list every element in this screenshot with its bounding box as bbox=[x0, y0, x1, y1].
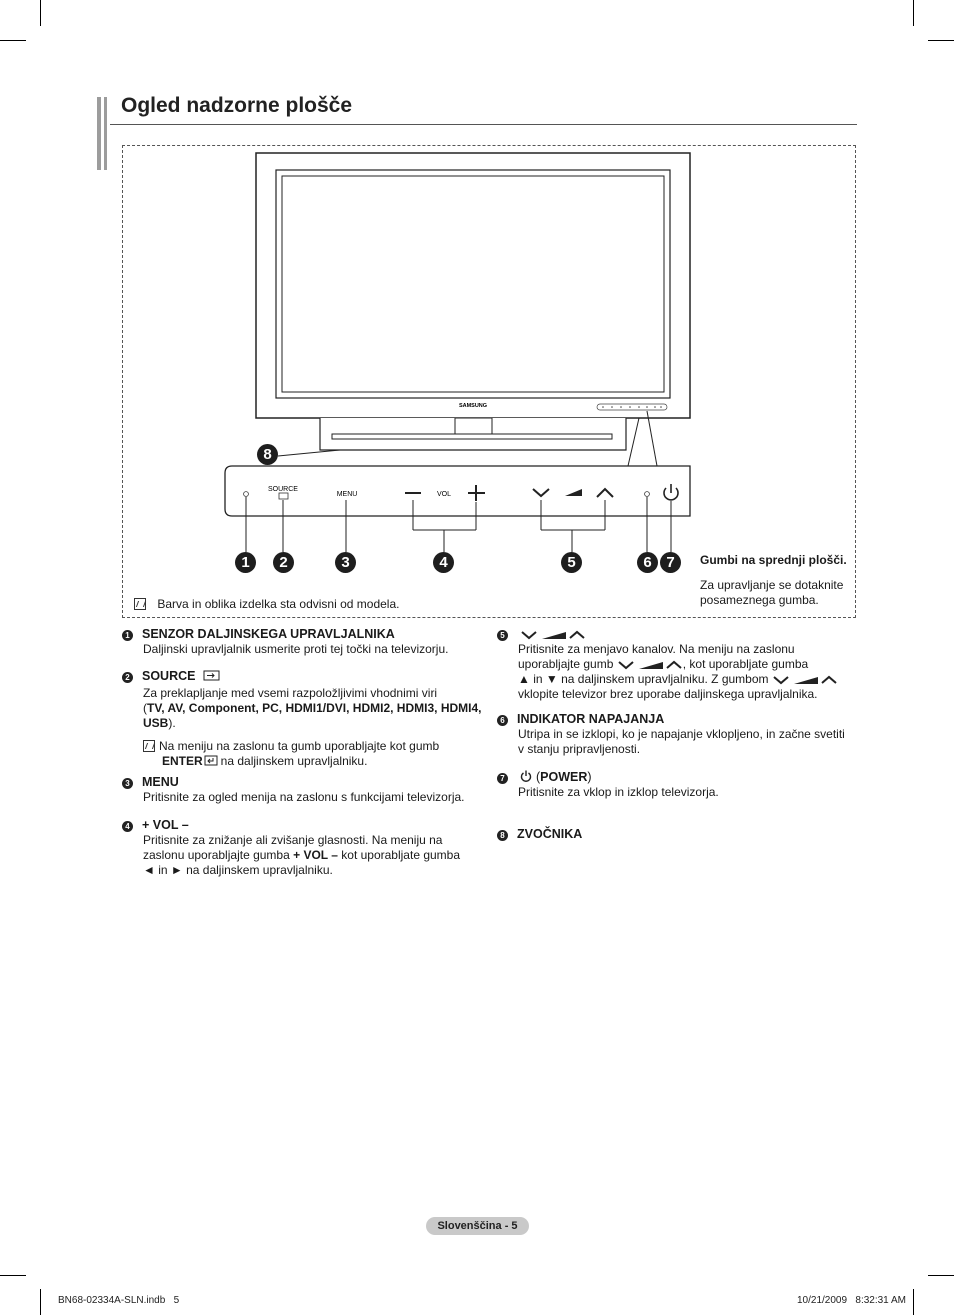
enter-label: ENTER bbox=[162, 754, 203, 768]
power-icon bbox=[520, 770, 532, 782]
page-title: Ogled nadzorne plošče bbox=[121, 94, 353, 117]
panel-menu-label: MENU bbox=[336, 491, 358, 498]
callout-number: 1 bbox=[235, 552, 256, 573]
item-text: ( bbox=[143, 701, 147, 715]
note-icon bbox=[143, 740, 155, 752]
item-number: 7 bbox=[497, 773, 508, 784]
panel-source-label: SOURCE bbox=[268, 486, 298, 493]
power-indicator-icon bbox=[645, 492, 650, 497]
item-text-bold: + VOL – bbox=[293, 848, 338, 862]
tv-control-panel-diagram bbox=[0, 0, 954, 640]
crop-mark bbox=[913, 1289, 914, 1315]
item-text: Za preklapljanje med vsemi razpoložljivimi vhodnimi viri bbox=[143, 686, 438, 700]
callout-number: 2 bbox=[273, 552, 294, 573]
item-number: 8 bbox=[497, 830, 508, 841]
note-text: Na meniju na zaslonu ta gumb uporabljajte kot gumb bbox=[159, 739, 440, 753]
speaker-grille bbox=[332, 434, 612, 439]
print-file-info: BN68-02334A-SLN.indb 5 bbox=[58, 1295, 180, 1306]
item-title: + VOL – bbox=[142, 818, 189, 832]
item-text: , kot uporabljate gumba bbox=[682, 657, 809, 671]
item-text: Pritisnite za ogled menija na zaslonu s funkcijami televizorja. bbox=[143, 790, 465, 804]
item-text: Pritisnite za vklop in izklop televizorja. bbox=[518, 785, 719, 799]
crop-mark bbox=[0, 1275, 26, 1276]
note-text: na daljinskem upravljalniku. bbox=[220, 754, 368, 768]
source-icon bbox=[203, 670, 221, 681]
item-text: ▲ in ▼ na daljinskem upravljalniku. Z gumbom bbox=[518, 672, 769, 686]
input-list: TV, AV, Component, PC, HDMI1/DVI, HDMI2, HDMI3, HDMI4, USB bbox=[143, 701, 482, 730]
item-text: Pritisnite za menjavo kanalov. Na meniju na zaslonu uporabljajte gumb bbox=[518, 642, 795, 671]
item-text: ). bbox=[168, 716, 176, 730]
item-menu bbox=[122, 775, 482, 805]
channel-icons bbox=[617, 659, 683, 671]
callout-number: 5 bbox=[561, 552, 582, 573]
crop-mark bbox=[928, 1275, 954, 1276]
tv-front-buttons bbox=[597, 404, 667, 410]
callout-number: 3 bbox=[335, 552, 356, 573]
tv-screen bbox=[282, 176, 664, 392]
item-number: 4 bbox=[122, 821, 133, 832]
brand-logo: SAMSUNG bbox=[458, 403, 488, 409]
crop-mark bbox=[40, 1289, 41, 1315]
front-buttons-text: Za upravljanje se dotaknite posameznega gumba. bbox=[700, 578, 844, 607]
remote-sensor-icon bbox=[244, 492, 249, 497]
item-number: 5 bbox=[497, 630, 508, 641]
item-title: ZVOČNIKA bbox=[517, 827, 583, 841]
item-channel bbox=[497, 627, 857, 702]
callout-number: 8 bbox=[257, 444, 278, 465]
front-buttons-title: Gumbi na sprednji plošči. bbox=[700, 553, 847, 567]
channel-icons bbox=[772, 674, 838, 686]
item-remote-sensor bbox=[122, 627, 482, 657]
model-note-text: Barva in oblika izdelka sta odvisni od modela. bbox=[157, 597, 400, 611]
item-number: 2 bbox=[122, 672, 133, 683]
print-date-info: 10/21/2009 8:32:31 AM bbox=[797, 1295, 906, 1306]
item-title: MENU bbox=[142, 775, 179, 789]
item-title: SOURCE bbox=[142, 669, 196, 683]
item-source bbox=[122, 669, 482, 769]
item-text: kot uporabljate gumba bbox=[341, 848, 461, 862]
item-text: vklopite televizor brez uporabe daljinskega upravljalnika. bbox=[518, 687, 818, 701]
item-volume bbox=[122, 818, 474, 878]
item-title: POWER bbox=[540, 770, 588, 784]
leader-line bbox=[278, 450, 340, 456]
item-text: Pritisnite za znižanje ali zvišanje glasnosti. Na meniju na zaslonu uporabljajte gumba bbox=[143, 833, 443, 862]
item-number: 3 bbox=[122, 778, 133, 789]
item-number: 6 bbox=[497, 715, 508, 726]
item-number: 1 bbox=[122, 630, 133, 641]
callout-number: 6 bbox=[637, 552, 658, 573]
item-text: ◄ in ► na daljinskem upravljalniku. bbox=[143, 863, 333, 877]
leader-line bbox=[647, 411, 657, 466]
item-power bbox=[497, 770, 857, 800]
page-language-label: Slovenščina - 5 bbox=[426, 1217, 529, 1235]
tv-stand-neck bbox=[455, 418, 492, 434]
panel-vol-label: VOL bbox=[436, 491, 452, 498]
item-speakers bbox=[497, 827, 857, 842]
leader-line bbox=[628, 418, 639, 466]
callout-number: 7 bbox=[660, 552, 681, 573]
item-title: SENZOR DALJINSKEGA UPRAVLJALNIKA bbox=[142, 627, 395, 641]
item-text: Daljinski upravljalnik usmerite proti tej točki na televizorju. bbox=[143, 642, 449, 656]
paren: ) bbox=[587, 770, 592, 784]
channel-icons bbox=[520, 628, 586, 642]
item-text: Utripa in se izklopi, ko je napajanje vklopljeno, in začne svetiti v stanju pripravljenosti. bbox=[518, 727, 845, 756]
item-title: INDIKATOR NAPAJANJA bbox=[517, 712, 665, 726]
model-note bbox=[134, 597, 399, 612]
enter-icon bbox=[204, 755, 218, 766]
paren: ( bbox=[535, 770, 541, 784]
item-power-indicator bbox=[497, 712, 857, 757]
note-icon bbox=[134, 598, 146, 610]
callout-number: 4 bbox=[433, 552, 454, 573]
